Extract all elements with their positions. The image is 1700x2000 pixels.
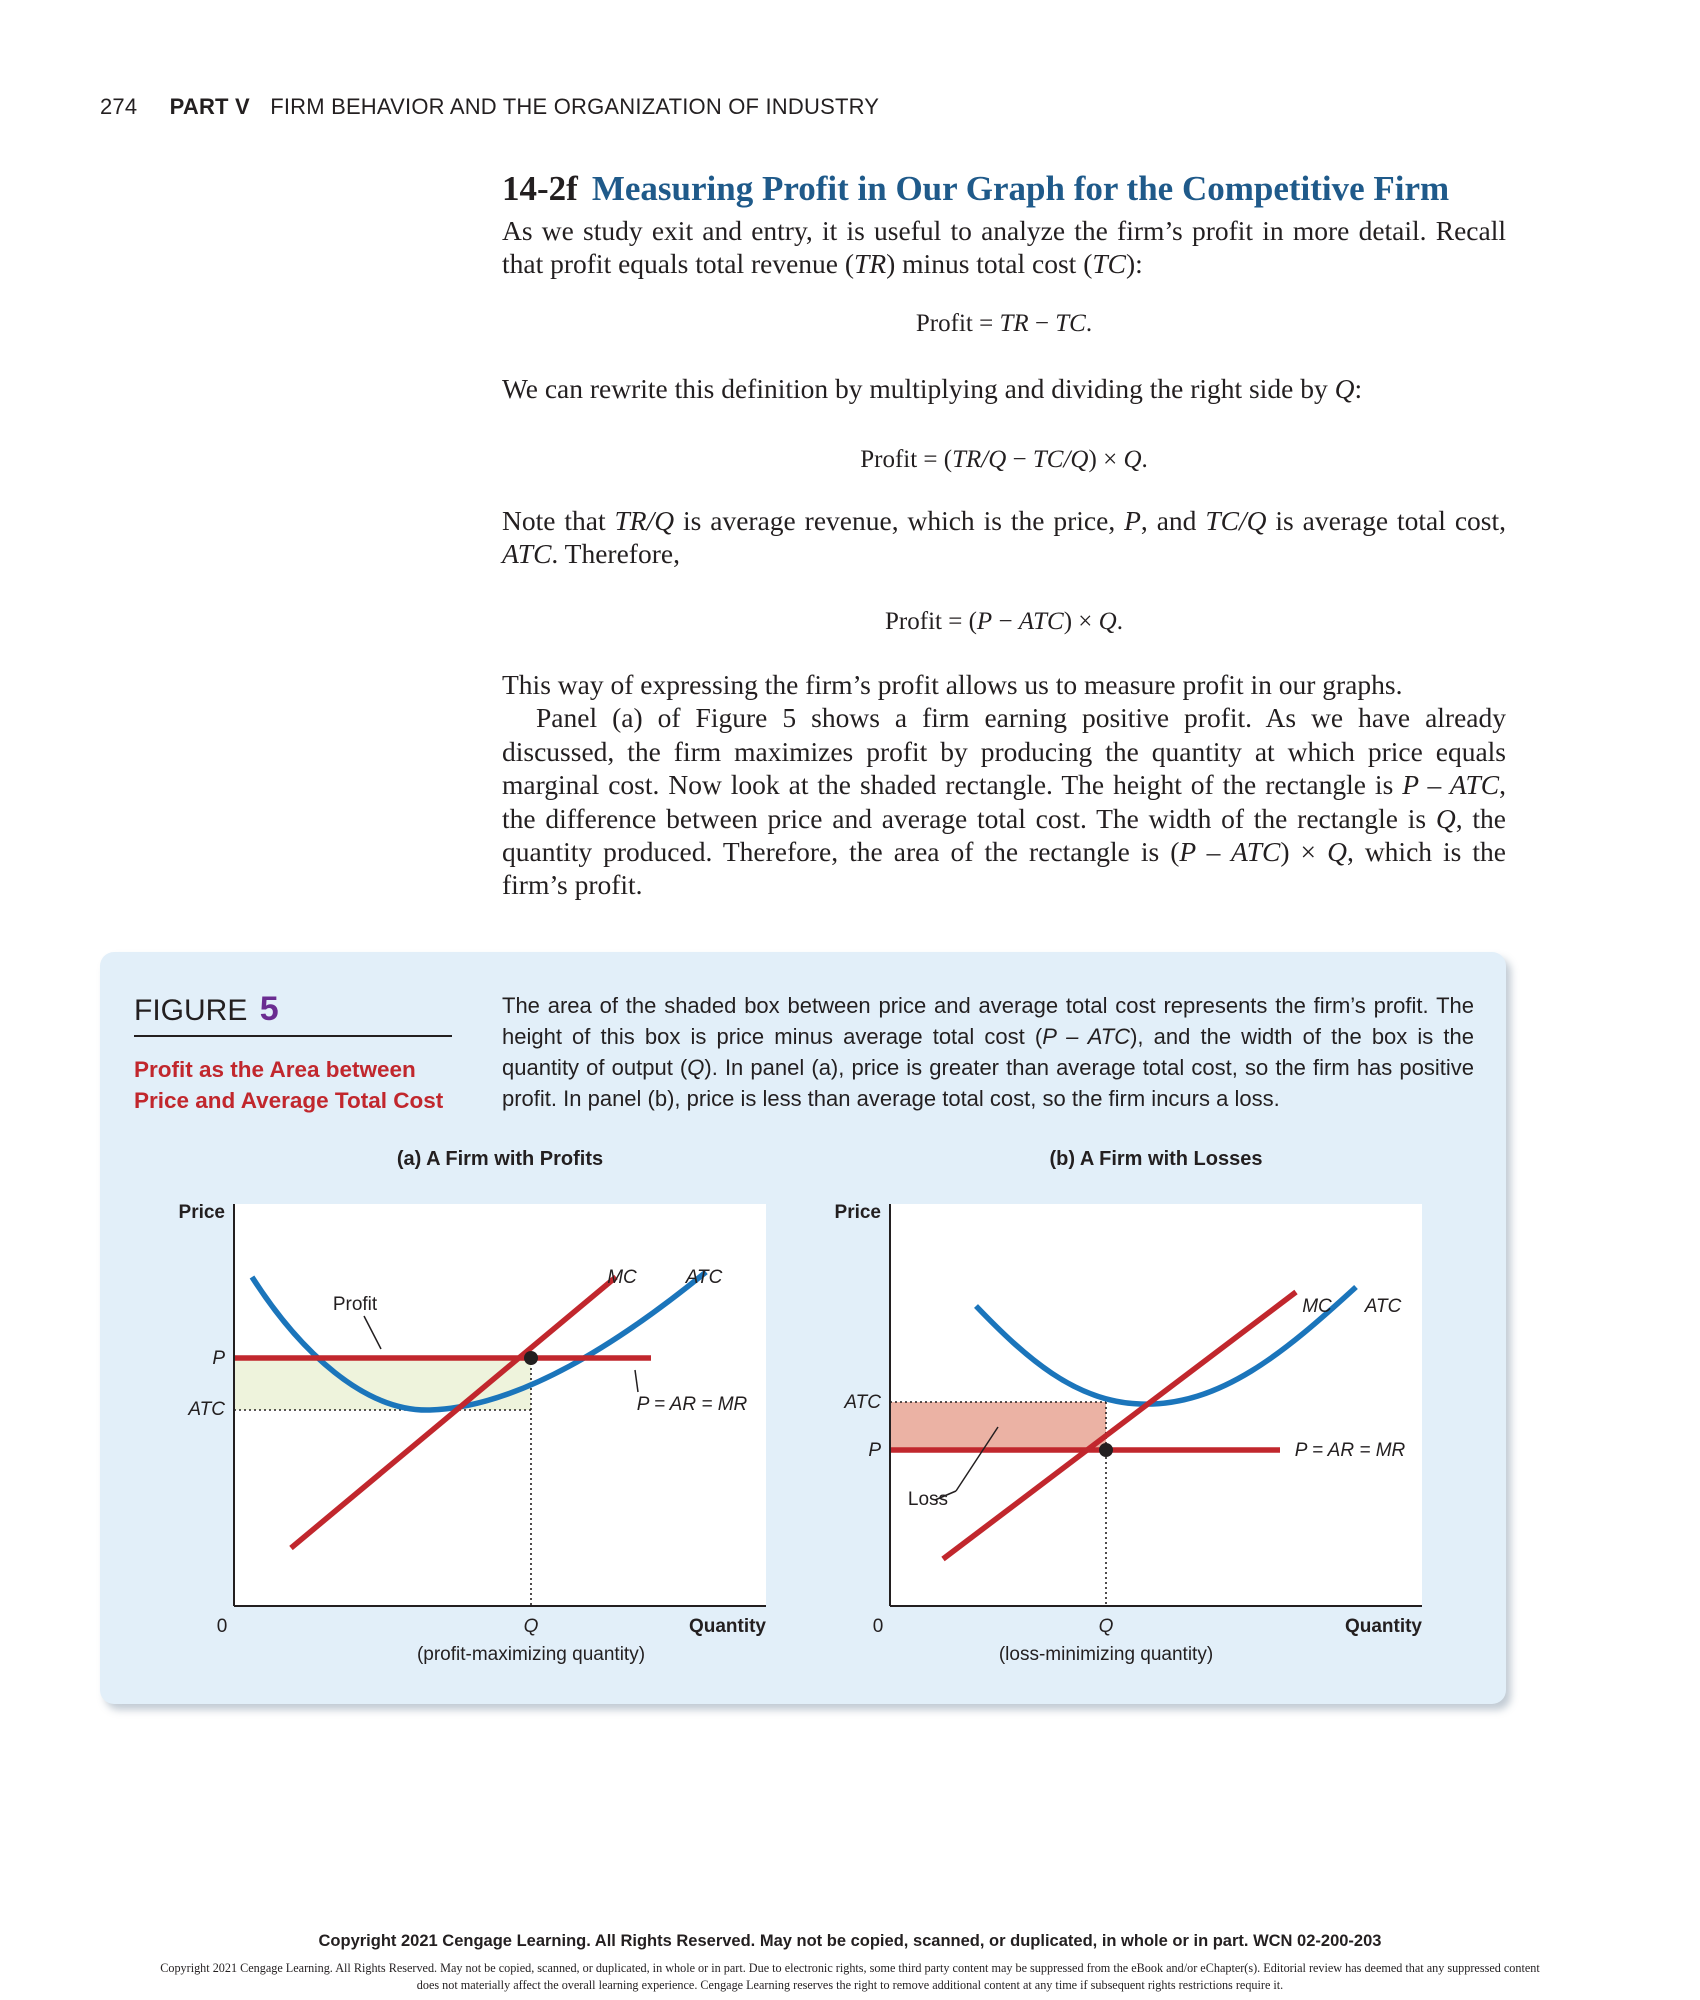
main-text-4 bbox=[502, 668, 1506, 902]
panel-a-mc-label: MC bbox=[607, 1267, 637, 1288]
panel-a-atc-tick: ATC bbox=[188, 1399, 225, 1420]
panel-b-atc-tick: ATC bbox=[844, 1392, 881, 1413]
figure-5 bbox=[100, 952, 1506, 1704]
panel-a-atc-label: ATC bbox=[685, 1267, 723, 1288]
paragraph-2: We can rewrite this definition by multiplying and dividing the right side by Q: bbox=[502, 373, 1363, 404]
panel-b-q-sublabel: (loss-minimizing quantity) bbox=[998, 1644, 1214, 1665]
equilibrium-point-b bbox=[1099, 1443, 1113, 1457]
part-label: PART V bbox=[169, 94, 250, 119]
panel-a-q-tick: Q bbox=[523, 1616, 539, 1637]
main-text bbox=[502, 168, 1506, 281]
panel-b-loss-label: Loss bbox=[907, 1489, 949, 1510]
figure-label: FIGURE 5 bbox=[134, 990, 279, 1028]
figure-number: 5 bbox=[259, 990, 279, 1028]
equation-3: Profit = (P − ATC) × Q. bbox=[885, 608, 1123, 635]
panel-b-atc-label: ATC bbox=[1364, 1296, 1402, 1317]
section-number: 14-2f bbox=[502, 169, 578, 208]
panel-a-profit-label: Profit bbox=[332, 1294, 378, 1315]
panel-a-origin: 0 bbox=[216, 1616, 228, 1637]
panel-b-y-label: Price bbox=[834, 1202, 881, 1223]
panel-a-demand-label: P = AR = MR bbox=[636, 1394, 748, 1415]
copyright-main: Copyright 2021 Cengage Learning. All Rights Reserved. May not be copied, scanned, or duplicated, in whole or in part. WCN 02-200-203 bbox=[318, 1932, 1382, 1950]
panel-b-demand-label: P = AR = MR bbox=[1294, 1440, 1406, 1461]
loss-area bbox=[890, 1402, 1106, 1450]
panel-b-origin: 0 bbox=[872, 1616, 884, 1637]
paragraph-1: As we study exit and entry, it is useful to analyze the firm’s profit in more detail. Recall that profit equals total revenue (TR) minus total cost (TC): bbox=[502, 215, 1506, 280]
figure-caption: The area of the shaded box between price and average total cost represents the firm’s profit. The height of this box is price minus average total cost (P – ATC), and the width of the box is the quantity of output (Q). In panel (a), price is greater than average total cost, so the firm has positive profit. In panel (b), price is less than average total cost, so the firm incurs a loss. bbox=[502, 993, 1475, 1111]
main-text-2 bbox=[502, 372, 1506, 405]
equation-1: Profit = TR − TC. bbox=[915, 310, 1093, 337]
page-number: 274 bbox=[100, 94, 138, 119]
panel-a-q-sublabel: (profit-maximizing quantity) bbox=[416, 1644, 646, 1665]
panel-b-p-tick: P bbox=[868, 1440, 881, 1461]
panel-b-mc-label: MC bbox=[1302, 1296, 1332, 1317]
equation-2: Profit = (TR/Q − TC/Q) × Q. bbox=[860, 446, 1148, 473]
panel-a-y-label: Price bbox=[178, 1202, 225, 1223]
figure-title: Profit as the Area between Price and Average Total Cost bbox=[134, 1057, 444, 1113]
paragraph-5: Panel (a) of Figure 5 shows a firm earning positive profit. As we have already discussed, the firm maximizes profit by producing the quantity at which price equals marginal cost. Now look at the shaded rectangle. The height of the rectangle is P – ATC, the difference between price and average total cost. The width of the rectangle is Q, the quantity produced. Therefore, the area of the rectangle is (P – ATC) × Q, which is the firm’s profit. bbox=[502, 702, 1506, 901]
copyright-small: Copyright 2021 Cengage Learning. All Rights Reserved. May not be copied, scanned, or duplicated, in whole or in part. Due to electronic rights, some third party content may be suppressed from the eBook and/or eChapter(s). Editorial review has deemed that any suppressed content does not materially affect the overall learning experience. Cengage Learning reserves the right to remove additional content at any time if subsequent rights restrictions require it. bbox=[160, 1961, 1540, 1992]
paragraph-3: Note that TR/Q is average revenue, which is the price, P, and TC/Q is average total cost, ATC. Therefore, bbox=[502, 505, 1506, 570]
panel-a-p-tick: P bbox=[212, 1348, 225, 1369]
panel-b-x-label: Quantity bbox=[1344, 1616, 1422, 1637]
panel-b-q-tick: Q bbox=[1098, 1616, 1114, 1637]
panel-a-x-label: Quantity bbox=[688, 1616, 766, 1637]
part-title: FIRM BEHAVIOR AND THE ORGANIZATION OF INDUSTRY bbox=[270, 94, 880, 119]
running-head bbox=[100, 94, 879, 120]
main-text-3 bbox=[502, 504, 1506, 571]
paragraph-4: This way of expressing the firm’s profit allows us to measure profit in our graphs. bbox=[502, 669, 1403, 700]
panel-b-title: (b) A Firm with Losses bbox=[1049, 1148, 1263, 1170]
section-title: Measuring Profit in Our Graph for the Competitive Firm bbox=[591, 169, 1450, 208]
section-heading bbox=[502, 168, 1506, 210]
panel-a-title: (a) A Firm with Profits bbox=[396, 1148, 604, 1170]
panel-b-graph bbox=[100, 952, 1506, 1704]
